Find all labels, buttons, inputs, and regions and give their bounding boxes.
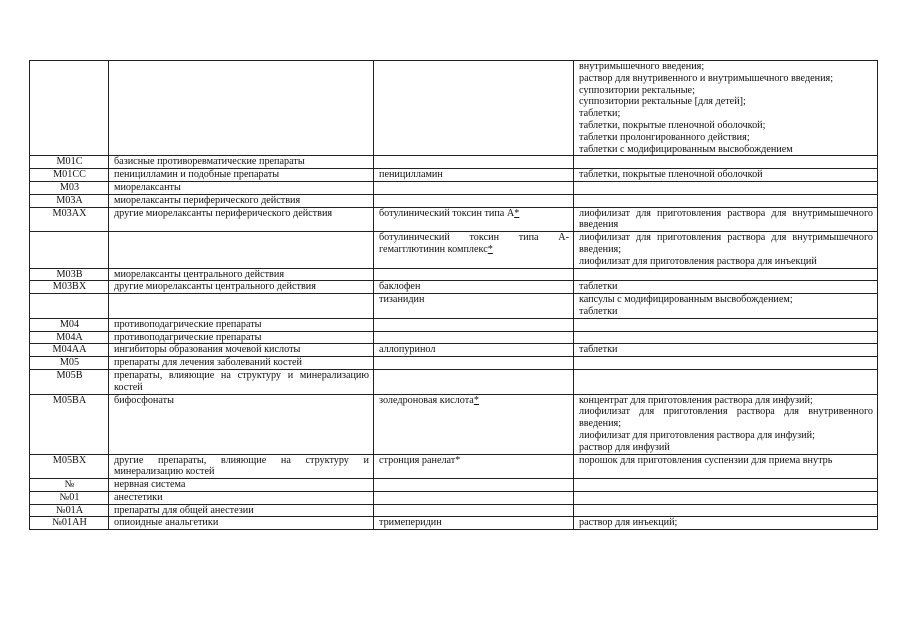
group-name-cell-text: миорелаксанты центрального действия (114, 268, 284, 280)
table-row (30, 357, 878, 370)
dosage-forms-cell-text: раствор для инъекций; (579, 517, 678, 529)
atc-code-cell (30, 369, 109, 394)
group-name-cell-text: другие миорелаксанты периферического действия (114, 207, 333, 219)
group-name-cell-text: препараты для общей анестезии (114, 504, 254, 516)
dosage-form-line: лиофилизат для приготовления раствора для внутримышечного введения; (579, 232, 873, 255)
group-name-cell-text: противоподагрические препараты (114, 318, 262, 330)
group-name-cell (109, 504, 374, 517)
dosage-form-line: суппозитории ректальные [для детей]; (579, 96, 746, 108)
table-row (30, 156, 878, 169)
dosage-forms-cell (574, 194, 878, 207)
atc-code-cell (30, 318, 109, 331)
drug-name-cell (374, 331, 574, 344)
dosage-forms-cell (574, 369, 878, 394)
atc-code-cell (30, 194, 109, 207)
dosage-form-line: таблетки, покрытые пленочной оболочкой; (579, 119, 766, 131)
dosage-form-line: раствор для инфузий (579, 441, 670, 453)
dosage-forms-cell-text: порошок для приготовления суспензии для приема внутрь (579, 454, 833, 466)
dosage-form-line: таблетки с модифицированным высвобождением (579, 143, 793, 155)
group-name-cell-text: пеницилламин и подобные препараты (114, 169, 280, 181)
drug-name-cell (374, 517, 574, 530)
table-row (30, 61, 878, 156)
table-row (30, 169, 878, 182)
atc-code-cell (30, 61, 109, 156)
medication-table (29, 60, 878, 530)
dosage-form-line: лиофилизат для приготовления раствора для внутривенного введения; (579, 406, 873, 430)
table-row (30, 504, 878, 517)
dosage-forms-cell (574, 331, 878, 344)
drug-name-cell (374, 268, 574, 281)
atc-code-cell (30, 331, 109, 344)
atc-code-cell-text: M04AA (52, 344, 87, 356)
dosage-forms-cell-text (579, 61, 873, 155)
atc-code-cell (30, 517, 109, 530)
group-name-cell (109, 61, 374, 156)
table-row (30, 344, 878, 357)
atc-code-cell (30, 479, 109, 492)
dosage-forms-cell (574, 491, 878, 504)
group-name-cell (109, 181, 374, 194)
atc-code-cell-text: M05 (59, 357, 80, 369)
group-name-cell-text: нервная система (114, 479, 186, 491)
group-name-cell-text: миорелаксанты (114, 181, 181, 193)
group-name-cell (109, 357, 374, 370)
drug-name-cell (374, 156, 574, 169)
atc-code-cell (30, 181, 109, 194)
atc-code-cell-text: №01A (55, 504, 84, 516)
group-name-cell (109, 394, 374, 454)
drug-name-cell (374, 194, 574, 207)
atc-code-cell-text: M03A (56, 194, 83, 206)
atc-code-cell-text: M01C (56, 156, 83, 168)
group-name-cell-text: анестетики (114, 491, 163, 503)
footnote-mark: * (473, 394, 479, 406)
dosage-forms-cell-text: таблетки (579, 344, 618, 356)
group-name-cell (109, 232, 374, 268)
drug-name-cell-text: тизанидин (379, 294, 425, 306)
dosage-forms-cell-text: лиофилизат для приготовления раствора для внутримышечного введения (579, 207, 873, 231)
table-row (30, 394, 878, 454)
dosage-forms-cell-text (579, 232, 873, 267)
dosage-forms-cell-text (579, 294, 873, 318)
group-name-cell (109, 454, 374, 479)
atc-code-cell-text: M03BX (52, 281, 87, 293)
drug-name-cell-text: стронция ранелат* (379, 454, 461, 466)
dosage-forms-cell (574, 207, 878, 232)
group-name-cell (109, 169, 374, 182)
atc-code-cell (30, 156, 109, 169)
group-name-cell (109, 491, 374, 504)
dosage-forms-cell (574, 232, 878, 268)
atc-code-cell-text: M05BA (52, 394, 87, 406)
drug-name-cell (374, 394, 574, 454)
dosage-forms-cell (574, 294, 878, 319)
table-row (30, 181, 878, 194)
drug-name-cell-text: тримеперидин (379, 517, 442, 529)
dosage-form-line: концентрат для приготовления раствора для инфузий; (579, 394, 813, 406)
drug-name-cell-text: баклофен (379, 281, 421, 293)
drug-name-cell (374, 169, 574, 182)
dosage-forms-cell (574, 156, 878, 169)
dosage-form-line: суппозитории ректальные; (579, 84, 695, 96)
group-name-cell (109, 344, 374, 357)
atc-code-cell-text: M05BX (52, 454, 87, 466)
dosage-forms-cell (574, 281, 878, 294)
atc-code-cell-text: M04 (59, 318, 80, 330)
group-name-cell (109, 281, 374, 294)
atc-code-cell (30, 294, 109, 319)
table-row (30, 491, 878, 504)
footnote-mark: * (487, 243, 493, 255)
group-name-cell-text: базисные противоревматические препараты (114, 156, 305, 168)
drug-name-cell (374, 479, 574, 492)
drug-name-cell (374, 281, 574, 294)
drug-name-cell-text: ботулинический токсин типа А-гемагглютинин комплекс (379, 232, 569, 255)
dosage-forms-cell (574, 454, 878, 479)
atc-code-cell (30, 394, 109, 454)
atc-code-cell-text: №01 (59, 491, 80, 503)
atc-code-cell-text: M05B (56, 369, 83, 381)
table-row (30, 454, 878, 479)
group-name-cell (109, 207, 374, 232)
dosage-form-line: таблетки; (579, 108, 621, 120)
dosage-forms-cell (574, 504, 878, 517)
dosage-forms-cell (574, 268, 878, 281)
table-row (30, 294, 878, 319)
group-name-cell (109, 369, 374, 394)
atc-code-cell-text: №01AH (52, 517, 87, 529)
atc-code-cell (30, 268, 109, 281)
dosage-forms-cell (574, 517, 878, 530)
atc-code-cell (30, 504, 109, 517)
table-row (30, 479, 878, 492)
table-row (30, 281, 878, 294)
group-name-cell-text: ингибиторы образования мочевой кислоты (114, 344, 301, 356)
dosage-forms-cell (574, 318, 878, 331)
group-name-cell-text: опиоидные анальгетики (114, 517, 219, 529)
group-name-cell-text: миорелаксанты периферического действия (114, 194, 301, 206)
dosage-forms-cell-text: таблетки, покрытые пленочной оболочкой (579, 169, 763, 181)
atc-code-cell (30, 357, 109, 370)
drug-name-cell (374, 61, 574, 156)
group-name-cell-text: противоподагрические препараты (114, 331, 262, 343)
dosage-forms-cell-text: таблетки (579, 281, 618, 293)
atc-code-cell (30, 232, 109, 268)
footnote-mark: * (514, 207, 520, 219)
drug-name-cell (374, 318, 574, 331)
table-row (30, 331, 878, 344)
drug-name-cell (374, 504, 574, 517)
dosage-form-line: таблетки (579, 305, 618, 317)
dosage-form-line: капсулы с модифицированным высвобождением; (579, 294, 793, 306)
drug-name-cell-text: ботулинический токсин типа А (379, 207, 515, 219)
drug-name-cell (374, 357, 574, 370)
table-row (30, 318, 878, 331)
drug-name-cell (374, 181, 574, 194)
group-name-cell (109, 479, 374, 492)
atc-code-cell (30, 454, 109, 479)
atc-code-cell-text: M03 (59, 181, 80, 193)
drug-name-cell (374, 369, 574, 394)
dosage-forms-cell (574, 479, 878, 492)
atc-code-cell (30, 281, 109, 294)
atc-code-cell-text: M03B (56, 268, 83, 280)
table-body (30, 61, 878, 530)
atc-code-cell (30, 169, 109, 182)
group-name-cell (109, 194, 374, 207)
drug-name-cell-text: золедроновая кислота (379, 394, 474, 406)
table-row (30, 194, 878, 207)
group-name-cell-text: другие препараты, влияющие на структуру и минерализацию костей (114, 454, 369, 478)
dosage-forms-cell (574, 394, 878, 454)
table-row (30, 517, 878, 530)
atc-code-cell-text: M01CC (53, 169, 86, 181)
dosage-form-line: раствор для внутривенного и внутримышечного введения; (579, 72, 834, 84)
table-row (30, 369, 878, 394)
dosage-forms-cell (574, 181, 878, 194)
dosage-forms-cell (574, 169, 878, 182)
group-name-cell-text: препараты, влияющие на структуру и минерализацию костей (114, 369, 369, 393)
drug-name-cell (374, 232, 574, 268)
drug-name-cell (374, 344, 574, 357)
atc-code-cell (30, 344, 109, 357)
atc-code-cell-text: M04A (56, 331, 83, 343)
group-name-cell (109, 268, 374, 281)
atc-code-cell (30, 491, 109, 504)
group-name-cell-text: бифосфонаты (114, 394, 174, 406)
group-name-cell (109, 517, 374, 530)
group-name-cell-text: другие миорелаксанты центрального действия (114, 281, 316, 293)
dosage-form-line: внутримышечного введения; (579, 61, 705, 72)
atc-code-cell-text: M03AX (52, 207, 87, 219)
table-row (30, 268, 878, 281)
dosage-form-line: лиофилизат для приготовления раствора для инфузий; (579, 429, 815, 441)
drug-name-cell (374, 491, 574, 504)
drug-name-cell-text: аллопуринол (379, 344, 436, 356)
dosage-forms-cell (574, 61, 878, 156)
dosage-form-line: лиофилизат для приготовления раствора для инъекций (579, 255, 817, 267)
group-name-cell-text: препараты для лечения заболеваний костей (114, 357, 302, 369)
group-name-cell (109, 156, 374, 169)
atc-code-cell (30, 207, 109, 232)
table-row (30, 232, 878, 268)
drug-name-cell (374, 454, 574, 479)
atc-code-cell-text: № (64, 479, 75, 491)
table-row (30, 207, 878, 232)
drug-name-cell (374, 294, 574, 319)
drug-name-cell-text: пеницилламин (379, 169, 443, 181)
group-name-cell (109, 331, 374, 344)
dosage-forms-cell-text (579, 395, 873, 454)
group-name-cell (109, 294, 374, 319)
group-name-cell (109, 318, 374, 331)
dosage-forms-cell (574, 357, 878, 370)
dosage-forms-cell (574, 344, 878, 357)
dosage-form-line: таблетки пролонгированного действия; (579, 131, 750, 143)
drug-name-cell (374, 207, 574, 232)
